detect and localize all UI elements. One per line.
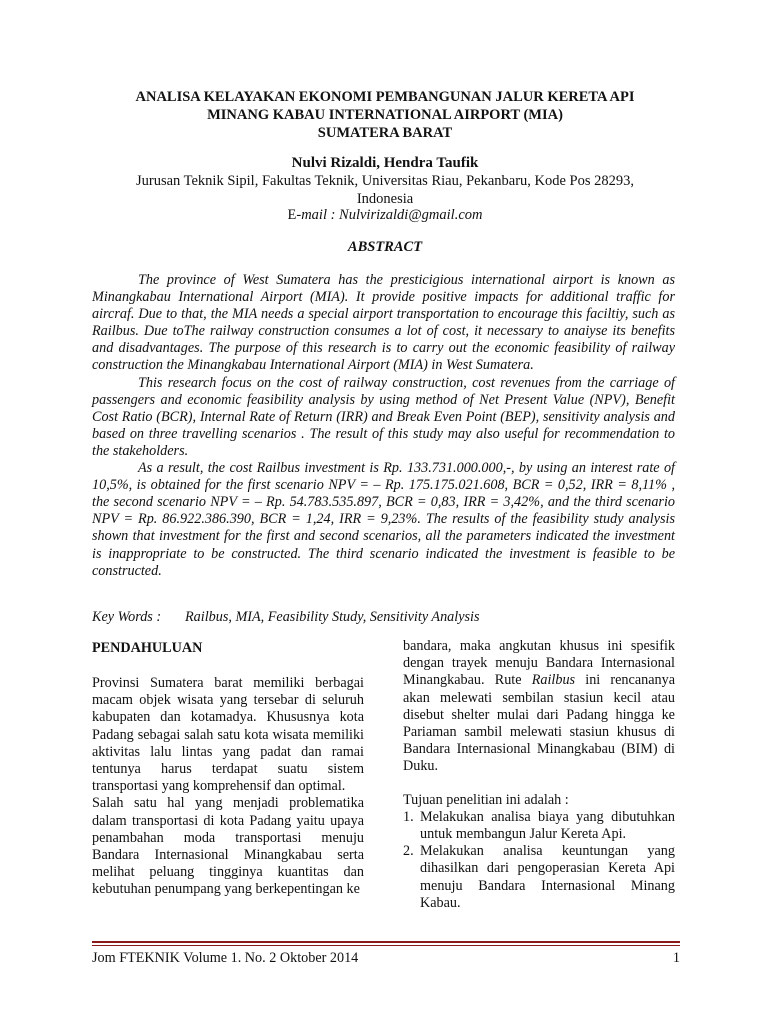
footer-journal: Jom FTEKNIK Volume 1. No. 2 Oktober 2014	[92, 950, 359, 966]
abstract-body	[92, 272, 675, 580]
title-line-2: MINANG KABAU INTERNATIONAL AIRPORT (MIA)	[207, 107, 563, 123]
list-item	[403, 809, 675, 843]
page-number: 1	[672, 950, 680, 966]
aims-intro: Tujuan penelitian ini adalah :	[403, 791, 569, 808]
left-column	[92, 640, 364, 899]
route-paragraph	[403, 638, 675, 776]
email-prefix: E	[287, 207, 297, 223]
aims-list	[403, 809, 675, 912]
list-item	[403, 843, 675, 912]
title-line-3: SUMATERA BARAT	[317, 125, 453, 141]
abstract-paragraph-2: This research focus on the cost of railway construction, cost revenues from the carriage of passengers and economic feasibility analysis by using method of Net Present Value (NPV), Benefit Cost Ratio (BCR), Internal Rate of Return (IRR) and Break Even Point (BEP), sensitivity analysis and based on three travelling scenarios . The result of this study may also useful for recommendation to the stakeholders.	[92, 374, 675, 459]
affiliation	[90, 172, 680, 208]
list-item-text: Melakukan analisa keuntungan yang dihasilkan dari pengoperasian Kereta Api menuju Bandara Internasional Minang Kabau.	[420, 843, 675, 911]
abstract-heading: ABSTRACT	[347, 239, 423, 255]
affiliation-line-1: Jurusan Teknik Sipil, Fakultas Teknik, Universitas Riau, Pekanbaru, Kode Pos 28293,	[135, 173, 635, 189]
author-email	[90, 206, 680, 224]
list-item-number: 1.	[403, 808, 414, 825]
email-address: Nulvirizaldi@gmail.com	[339, 207, 483, 223]
footer-rule-thin	[92, 945, 680, 946]
email-label: -mail :	[296, 207, 340, 223]
paper-title	[90, 88, 680, 142]
keywords-label: Key Words :	[92, 609, 162, 625]
list-item-text: Melakukan analisa biaya yang dibutuhkan untuk membangun Jalur Kereta Api.	[420, 808, 675, 843]
keywords	[92, 608, 675, 626]
affiliation-line-2: Indonesia	[356, 191, 414, 207]
keywords-value: Railbus, MIA, Feasibility Study, Sensitivity Analysis	[185, 609, 480, 625]
route-text-start: bandara, maka angkutan khusus ini spesifik dengan trayek menuju Bandara Internasional Minangkabau. Rute	[403, 638, 675, 689]
railbus-term: Railbus	[531, 672, 576, 689]
section-heading-pendahuluan: PENDAHULUAN	[92, 640, 203, 656]
footer-rule-thick	[92, 941, 680, 943]
route-text-end: ini rencananya akan melewati sembilan stasiun kecil atau disebut shelter mulai dari Padang hingga ke Pariaman sambil melewati stasiun khusus di Bandara Internasional Minangkabau (BIM) di Duku.	[403, 672, 675, 775]
author-names: Nulvi Rizaldi, Hendra Taufik	[291, 155, 479, 171]
right-column	[403, 638, 675, 912]
title-line-1: ANALISA KELAYAKAN EKONOMI PEMBANGUNAN JALUR KERETA API	[135, 89, 635, 105]
intro-paragraph-1: Provinsi Sumatera barat memiliki berbagai macam objek wisata yang tersebar di seluruh kabupaten dan kotamadya. Khususnya kota Padang sebagai salah satu kota wisata memiliki aktivitas lalu lintas yang padat dan ramai tentunya harus terdapat suatu sistem transportasi yang komprehensif dan optimal.	[92, 675, 364, 795]
intro-paragraph-2: Salah satu hal yang menjadi problematika dalam transportasi di kota Padang yaitu upaya penambahan moda transportasi menuju Bandara Internasional Minangkabau serta melihat peluang tingginya kuantitas dan kebutuhan penumpang yang berkepentingan ke	[92, 795, 364, 898]
abstract-paragraph-3: As a result, the cost Railbus investment is Rp. 133.731.000.000,-, by using an interest rate of 10,5%, is obtained for the first scenario NPV = – Rp. 175.175.021.608, BCR = 0,52, IRR = 8,11% , the second scenario NPV = – Rp. 54.783.535.897, BCR = 0,83, IRR = 3,42%, and the third scenario NPV = Rp. 86.922.386.390, BCR = 1,24, IRR = 9,23%. The results of the feasibility study analysis shown that investment for the first and second scenarios, all the parameters indicated the investment is inappropriate to be constructed. The third scenario indicated the investment is feasible to be constructed.	[92, 460, 675, 579]
abstract-paragraph-1: The province of West Sumatera has the presticigious international airport is known as Minangkabau International Airport (MIA). It provide positive impacts for additional traffic for aircraf. Due to that, the MIA needs a special airport transportation to encourage this faciltiy, such as Railbus. Due toThe railway construction consumes a lot of cost, it necessary to anaiyse its benefits and disadvantages. The purpose of this research is to carry out the economic feasibility of railway construction the Minangkabau International Airport (MIA) in West Sumatera.	[92, 272, 675, 374]
list-item-number: 2.	[403, 843, 414, 860]
